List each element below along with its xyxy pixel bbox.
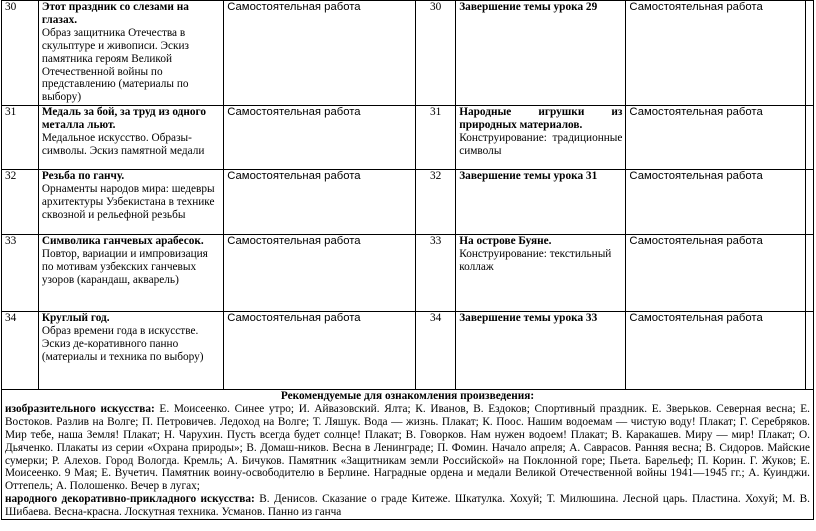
lesson-topic	[456, 106, 626, 170]
table-row	[2, 106, 814, 170]
lesson-number: 33	[2, 235, 39, 312]
lesson-number: 30	[2, 1, 39, 106]
lesson-topic	[456, 235, 626, 312]
lesson-number: 32	[416, 170, 456, 235]
lesson-title: Народные игрушки из природных материалов.	[459, 106, 623, 131]
lesson-number: 31	[2, 106, 39, 170]
lesson-title: Круглый год.	[41, 312, 110, 324]
work-mode: Самостоятельная работа	[224, 312, 416, 390]
visual-art-label: изобразительного искусства:	[5, 402, 155, 415]
lesson-title: Завершение темы урока 31	[459, 170, 598, 182]
lesson-topic	[38, 1, 223, 106]
folk-art-list: В. Денисов. Сказание о граде Китеже. Шкатулка. Хохуй; Т. Милюшина. Лесной царь. Пластина. Хохуй; М. В. Шибаева. Весна-красна. Лоскутная техника. Усманов. Панно из ганча	[5, 493, 810, 519]
empty-cell	[806, 312, 814, 390]
lesson-title: Завершение темы урока 33	[459, 312, 598, 324]
work-mode: Самостоятельная работа	[626, 235, 806, 312]
lesson-title: Символика ганчевых арабесок.	[41, 235, 204, 247]
empty-cell	[806, 170, 814, 235]
lesson-description: Медальное искусство. Образы-символы. Эскиз памятной медали	[41, 131, 205, 157]
lesson-description: Образ времени года в искусстве. Эскиз де-коративного панно (материалы и техника по выбору)	[41, 324, 204, 363]
work-mode: Самостоятельная работа	[626, 106, 806, 170]
lesson-number: 34	[416, 312, 456, 390]
empty-cell	[806, 106, 814, 170]
work-mode: Самостоятельная работа	[224, 106, 416, 170]
visual-art-list: Е. Моисеенко. Синее утро; И. Айвазовский. Ялта; К. Иванов, В. Ездоков; Спортивный праздник. Е. Зверьков. Северная весна; Е. Востоков. Разлив на Волге; П. Петровичев. Ледоход на Волге; Т. Ляшук. Вода — жизнь. Плакат; К. Поос. Нашим водоемам — чистую воду! Плакат; Г. Серебряков. Мир тебе, наша Земля! Плакат; Н. Чарухин. Пусть всегда будет солнце! Плакат; В. Говорков. Нам нужен водоем! Плакат; В. Каракашев. Миру — мир! Плакат; О. Дьяченко. Плакаты из серии «Охрана природы»; В. Домаш-ников. Весна в Ленинграде; П. Фомин. Начало апреля; А. Саврасов. Ранняя весна; В. Сидоров. Майские сумерки; Р. Алехов. Город Вологда. Кремль; А. Бичуков. Памятник «Защитникам земли Российской» на Поклонной горе; Пьета. Барельеф; П. Корин. Г. Жуков; Е. Моисеенко. 9 Мая; Е. Вучетич. Памятник воину-освободителю в Берлине. Наградные ордена и медали Великой Отечественной войны 1941—1945 гг.; А. Куинджи. Оттепель; А. Полошенко. Вечер в лугах;	[5, 402, 810, 493]
lesson-topic	[38, 312, 223, 390]
lesson-number: 32	[2, 170, 39, 235]
lesson-description: Образ защитника Отечества в скульптуре и живописи. Эскиз памятника героям Великой Отечественной войны по представлению (материалы по выбору)	[41, 26, 190, 104]
work-mode: Самостоятельная работа	[224, 235, 416, 312]
lesson-description: Повтор, вариации и импровизация по мотивам узбекских ганчевых узоров (карандаш, акварель)	[41, 247, 208, 286]
lesson-title: Резьба по ганчу.	[41, 170, 125, 182]
lesson-number: 30	[416, 1, 456, 106]
empty-cell	[806, 1, 814, 106]
lesson-title: Этот праздник со слезами на глазах.	[41, 1, 189, 26]
table-row	[2, 235, 814, 312]
lesson-number: 31	[416, 106, 456, 170]
recommended-title: Рекомендуемые для ознакомления произведения:	[280, 390, 535, 402]
work-mode: Самостоятельная работа	[626, 312, 806, 390]
empty-cell	[806, 235, 814, 312]
lesson-topic	[38, 170, 223, 235]
folk-art-label: народного декоративно-прикладного искусства:	[5, 493, 255, 506]
table-row	[2, 312, 814, 390]
work-mode: Самостоятельная работа	[224, 170, 416, 235]
lesson-topic	[38, 106, 223, 170]
lesson-topic	[456, 1, 626, 106]
work-mode: Самостоятельная работа	[224, 1, 416, 106]
recommended-works	[2, 390, 814, 520]
work-mode: Самостоятельная работа	[626, 170, 806, 235]
lesson-title: Медаль за бой, за труд из одного металла льют.	[41, 106, 207, 131]
lesson-topic	[38, 235, 223, 312]
lesson-topic	[456, 170, 626, 235]
lesson-number: 33	[416, 235, 456, 312]
lesson-description: Конструирование: текстильный коллаж	[459, 247, 612, 273]
table-row	[2, 170, 814, 235]
lesson-topic	[456, 312, 626, 390]
work-mode: Самостоятельная работа	[626, 1, 806, 106]
lesson-description: Конструирование: традиционные символы	[459, 131, 623, 157]
table-row	[2, 1, 814, 106]
lesson-title: На острове Буяне.	[459, 235, 552, 247]
lesson-plan-table	[1, 0, 814, 520]
lesson-description: Орнаменты народов мира: шедевры архитектуры Узбекистана в технике сквозной и рельефной резьбы	[41, 182, 215, 221]
lesson-number: 34	[2, 312, 39, 390]
recommended-works-row	[2, 390, 814, 520]
lesson-title: Завершение темы урока 29	[459, 1, 598, 13]
